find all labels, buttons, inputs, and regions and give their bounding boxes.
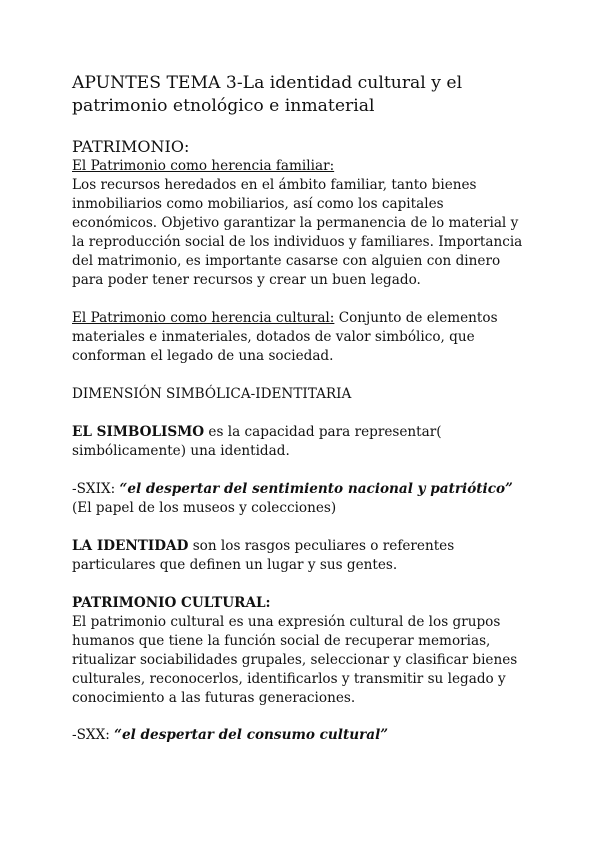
identidad-paragraph	[72, 537, 532, 575]
dimension-heading: DIMENSIÓN SIMBÓLICA-IDENTITARIA	[72, 386, 352, 402]
cultural-paragraph	[72, 309, 532, 366]
patrimonio-cultural-heading: PATRIMONIO CULTURAL:	[72, 595, 271, 611]
familiar-body: Los recursos heredados en el ámbito familiar, tanto bienes inmobiliarios como mobiliarios, así como los capitales económicos. Objetivo garantizar la permanencia de lo material y la reproducción social de los individuos y familiares. Importancia del matrimonio, es importante casarse con alguien con dinero para poder tener recursos y crear un buen legado.	[72, 177, 523, 288]
sxx-quote: “el despertar del consumo cultural”	[114, 727, 389, 743]
identidad-body: son los rasgos peculiares o referentes particulares que definen un lugar y sus gentes.	[72, 538, 455, 573]
section-heading: PATRIMONIO:	[72, 137, 190, 156]
familiar-heading: El Patrimonio como herencia familiar:	[72, 158, 335, 174]
sxix-quote: “el despertar del sentimiento nacional y patriótico”	[119, 481, 513, 497]
patrimonio-cultural-paragraph	[72, 594, 532, 708]
sxx-paragraph	[72, 726, 532, 745]
simbolismo-term: EL SIMBOLISMO	[72, 424, 205, 440]
cultural-heading: El Patrimonio como herencia cultural:	[72, 310, 335, 326]
sxix-prefix: -SXIX:	[72, 481, 120, 497]
sxx-prefix: -SXX:	[72, 727, 115, 743]
simbolismo-paragraph	[72, 423, 532, 461]
cultural-body: Conjunto de elementos materiales e inmateriales, dotados de valor simbólico, que conforman el legado de una sociedad.	[72, 310, 498, 364]
identidad-term: LA IDENTIDAD	[72, 538, 189, 554]
sxix-paragraph	[72, 480, 532, 518]
sxix-rest: (El papel de los museos y colecciones)	[72, 500, 337, 516]
patrimonio-cultural-body: El patrimonio cultural es una expresión cultural de los grupos humanos que tiene la función social de recuperar memorias, ritualizar sociabilidades grupales, seleccionar y clasificar bienes culturales, reconocerlos, identificarlos y transmitir su legado y conocimiento a las futuras generaciones.	[72, 614, 518, 706]
simbolismo-body: es la capacidad para representar( simbólicamente) una identidad.	[72, 424, 442, 459]
familiar-paragraph	[72, 157, 532, 290]
document-title: APUNTES TEMA 3-La identidad cultural y el patrimonio etnológico e inmaterial	[72, 73, 463, 116]
